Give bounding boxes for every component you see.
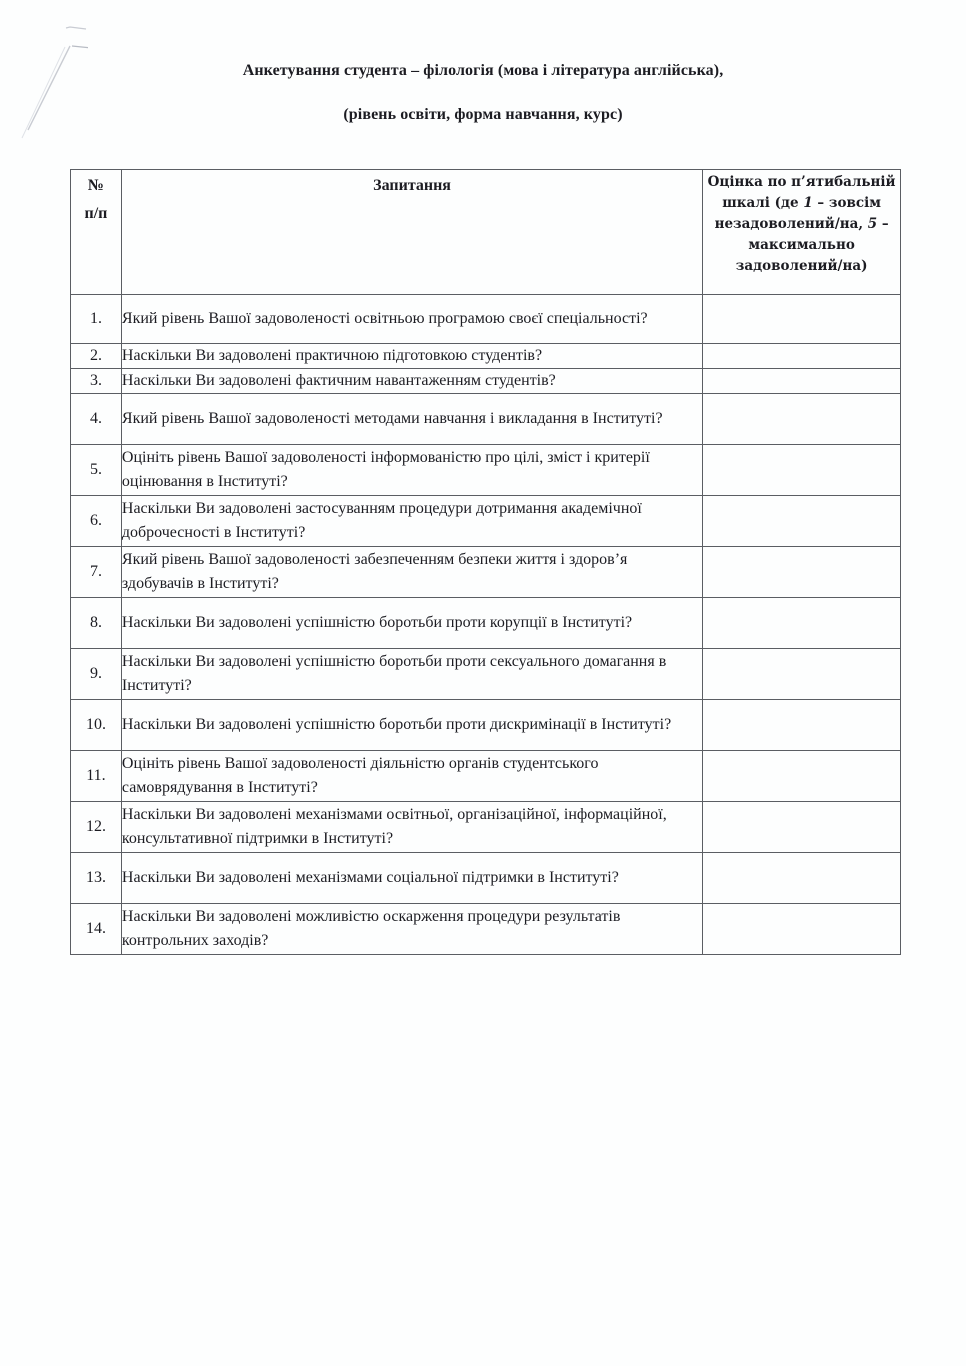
row-number: 8. — [71, 598, 122, 649]
table-row — [71, 700, 901, 751]
row-number: 3. — [71, 369, 122, 394]
row-number: 4. — [71, 394, 122, 445]
row-number: 2. — [71, 344, 122, 369]
row-question: Наскільки Ви задоволені успішністю боротьби проти корупції в Інституті? — [121, 598, 702, 649]
row-score-input[interactable] — [703, 295, 901, 344]
row-question: Наскільки Ви задоволені механізмами освітньої, організаційної, інформаційної, консультативної підтримки в Інституті? — [121, 802, 702, 853]
table-row — [71, 344, 901, 369]
table-header-row — [71, 170, 901, 295]
table-row — [71, 598, 901, 649]
header-score — [703, 170, 901, 295]
header-number-sign: № — [87, 177, 104, 194]
row-question: Який рівень Вашої задоволеності методами навчання і викладання в Інституті? — [121, 394, 702, 445]
row-number: 11. — [71, 751, 122, 802]
document-title: Анкетування студента – філологія (мова і література англійська), — [242, 62, 724, 79]
row-score-input[interactable] — [703, 904, 901, 955]
header-score-five: 5 — [867, 216, 878, 232]
table-row — [71, 445, 901, 496]
row-number: 1. — [71, 295, 122, 344]
row-number: 6. — [71, 496, 122, 547]
row-question: Наскільки Ви задоволені механізмами соціальної підтримки в Інституті? — [121, 853, 702, 904]
row-score-input[interactable] — [703, 496, 901, 547]
table-row — [71, 904, 901, 955]
table-row — [71, 649, 901, 700]
row-question: Наскільки Ви задоволені успішністю боротьби проти дискримінації в Інституті? — [121, 700, 702, 751]
row-score-input[interactable] — [703, 751, 901, 802]
row-number: 7. — [71, 547, 122, 598]
row-number: 9. — [71, 649, 122, 700]
row-score-input[interactable] — [703, 853, 901, 904]
table-row — [71, 802, 901, 853]
header-score-part3: – максимально задоволений/на) — [735, 216, 889, 274]
table-row — [71, 496, 901, 547]
table-row — [71, 394, 901, 445]
row-score-input[interactable] — [703, 344, 901, 369]
survey-table — [70, 169, 901, 955]
row-question: Оцініть рівень Вашої задоволеності діяльністю органів студентського самоврядування в Інституті? — [121, 751, 702, 802]
row-question: Наскільки Ви задоволені можливістю оскарження процедури результатів контрольних заходів? — [121, 904, 702, 955]
row-number: 12. — [71, 802, 122, 853]
header-score-part2: – зовсім незадоволений/на, — [714, 195, 881, 232]
header-score-one: 1 — [803, 195, 813, 211]
row-score-input[interactable] — [703, 394, 901, 445]
row-number: 5. — [71, 445, 122, 496]
row-score-input[interactable] — [703, 649, 901, 700]
document-subtitle: (рівень освіти, форма навчання, курс) — [343, 106, 623, 123]
row-score-input[interactable] — [703, 445, 901, 496]
row-question: Наскільки Ви задоволені практичною підготовкою студентів? — [121, 344, 702, 369]
header-question: Запитання — [121, 170, 702, 295]
row-question: Який рівень Вашої задоволеності забезпеченням безпеки життя і здоров’я здобувачів в Інституті? — [121, 547, 702, 598]
row-score-input[interactable] — [703, 547, 901, 598]
table-row — [71, 369, 901, 394]
row-score-input[interactable] — [703, 802, 901, 853]
row-score-input[interactable] — [703, 369, 901, 394]
table-row — [71, 295, 901, 344]
row-number: 14. — [71, 904, 122, 955]
row-question: Наскільки Ви задоволені застосуванням процедури дотримання академічної доброчесності в Інституті? — [121, 496, 702, 547]
row-score-input[interactable] — [703, 700, 901, 751]
row-question: Оцініть рівень Вашої задоволеності інформованістю про цілі, зміст і критерії оцінювання в Інституті? — [121, 445, 702, 496]
row-number: 10. — [71, 700, 122, 751]
table-row — [71, 853, 901, 904]
row-question: Наскільки Ви задоволені фактичним навантаженням студентів? — [121, 369, 702, 394]
row-score-input[interactable] — [703, 598, 901, 649]
table-row — [71, 751, 901, 802]
table-row — [71, 547, 901, 598]
header-number-abbr: п/п — [84, 205, 108, 222]
header-number — [71, 170, 122, 295]
header-score-part1: Оцінка по п’ятибальній шкалі (де — [707, 174, 896, 211]
row-number: 13. — [71, 853, 122, 904]
row-question: Наскільки Ви задоволені успішністю боротьби проти сексуального домагання в Інституті? — [121, 649, 702, 700]
row-question: Який рівень Вашої задоволеності освітньою програмою своєї спеціальності? — [121, 295, 702, 344]
